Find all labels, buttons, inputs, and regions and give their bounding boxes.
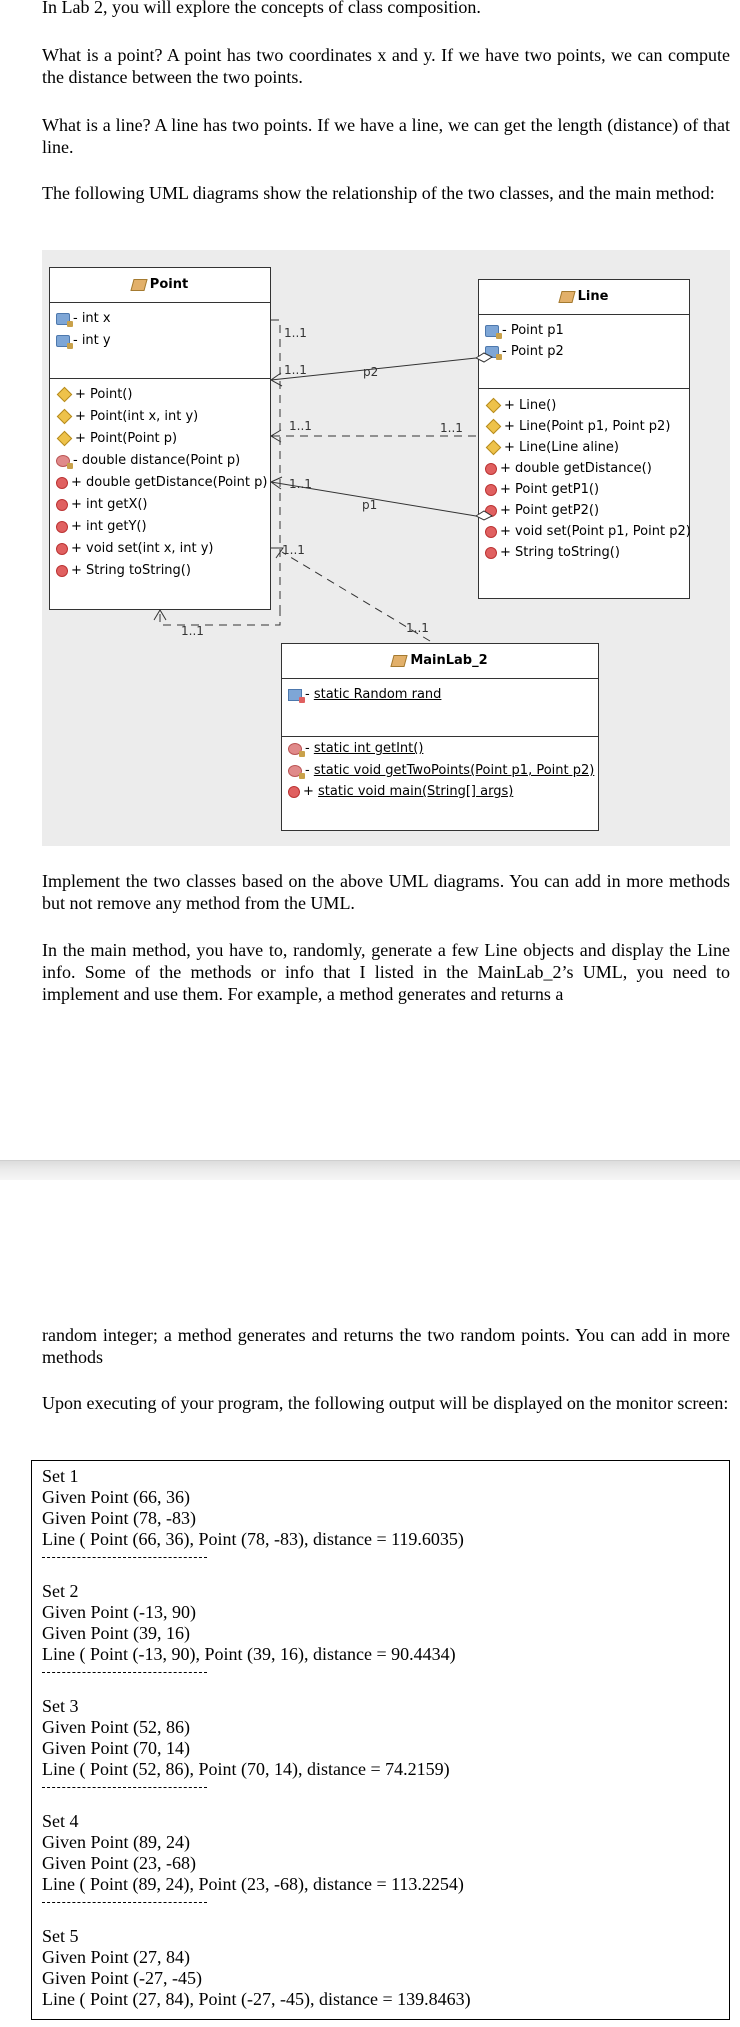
multiplicity-label: 1..1 <box>181 624 204 638</box>
uml-method: + String toString() <box>56 560 191 582</box>
body-paragraph-1: Implement the two classes based on the above UML diagrams. You can add in more methods but not remove any method from the UML. <box>42 871 730 913</box>
composition-diamond-p1 <box>476 511 492 520</box>
output-set: Set 4 Given Point (89, 24) Given Point (23, -68) Line ( Point (89, 24), Point (23, -68), distance = 113.2254) <box>42 1811 464 1894</box>
intro-paragraph-2: What is a point? A point has two coordinates x and y. If we have two points, we can compute the distance between the two points. <box>42 45 730 87</box>
point-self-dependency <box>271 320 280 608</box>
body-paragraph-4: Upon executing of your program, the following output will be displayed on the monitor screen: <box>42 1393 729 1413</box>
uml-field: - Point p2 <box>485 341 564 363</box>
output-set: Set 5 Given Point (27, 84) Given Point (-27, -45) Line ( Point (27, 84), Point (-27, -45), distance = 139.8463) <box>42 1926 471 2009</box>
multiplicity-label: 1..1 <box>440 421 463 435</box>
uml-method: + int getY() <box>56 516 147 538</box>
multiplicity-label: 1..1 <box>289 419 312 433</box>
uml-method: + String toString() <box>485 542 620 564</box>
document-page-2 <box>0 1180 740 2027</box>
uml-method: - static void getTwoPoints(Point p1, Point p2) <box>288 760 594 782</box>
uml-method: + Line(Point p1, Point p2) <box>485 416 670 438</box>
uml-method: + static void main(String[] args) <box>288 781 513 803</box>
output-separator <box>42 1902 207 1903</box>
uml-method: - double distance(Point p) <box>56 450 240 472</box>
output-separator <box>42 1672 207 1673</box>
output-separator <box>42 1787 207 1788</box>
uml-method: + Point(int x, int y) <box>56 406 198 428</box>
uml-method: + void set(Point p1, Point p2) <box>485 521 691 543</box>
intro-paragraph-4: The following UML diagrams show the relationship of the two classes, and the main method: <box>42 183 715 203</box>
uml-method: + void set(int x, int y) <box>56 538 214 560</box>
uml-field: - int x <box>56 308 111 330</box>
uml-method: + Line() <box>485 395 556 417</box>
uml-field: - Point p1 <box>485 320 564 342</box>
multiplicity-label: 1..1 <box>284 326 307 340</box>
multiplicity-label: 1..1 <box>406 621 429 635</box>
uml-method: + double getDistance() <box>485 458 652 480</box>
page-break <box>0 1160 740 1181</box>
body-paragraph-2: In the main method, you have to, randomly, generate a few Line objects and display the Line info. Some of the methods or info that I listed in the MainLab_2’s UML, you need to implement and use them. For example, a method generates and returns a <box>42 940 730 1004</box>
role-label-p1: p1 <box>362 498 378 512</box>
uml-method: + int getX() <box>56 494 148 516</box>
uml-method: + double getDistance(Point p) <box>56 472 267 494</box>
uml-method: + Point() <box>56 384 132 406</box>
output-set: Set 1 Given Point (66, 36) Given Point (78, -83) Line ( Point (66, 36), Point (78, -83), distance = 119.6035) <box>42 1466 464 1549</box>
mainlab-class-name: MainLab_2 <box>410 653 488 668</box>
composition-diamond-p2 <box>476 353 492 362</box>
uml-field: - static Random rand <box>288 684 441 706</box>
role-label-p2: p2 <box>363 365 379 379</box>
output-separator <box>42 1557 207 1558</box>
output-set: Set 3 Given Point (52, 86) Given Point (70, 14) Line ( Point (52, 86), Point (70, 14), distance = 74.2159) <box>42 1696 450 1779</box>
multiplicity-label: 1..1 <box>284 363 307 377</box>
intro-paragraph-1: In Lab 2, you will explore the concepts of class composition. <box>42 0 481 17</box>
output-set: Set 2 Given Point (-13, 90) Given Point (39, 16) Line ( Point (-13, 90), Point (39, 16), distance = 90.4434) <box>42 1581 456 1664</box>
uml-field: - int y <box>56 330 111 352</box>
multiplicity-label: 1..1 <box>282 543 305 557</box>
program-output-box <box>31 1460 730 2020</box>
point-class-name: Point <box>149 277 189 292</box>
multiplicity-label: 1..1 <box>289 477 312 491</box>
point-self-dependency-bottom <box>160 608 280 625</box>
uml-method: + Line(Line aline) <box>485 437 619 459</box>
body-paragraph-3: random integer; a method generates and returns the two random points. You can add in more methods <box>42 1325 730 1367</box>
uml-method: + Point(Point p) <box>56 428 177 450</box>
intro-paragraph-3: What is a line? A line has two points. If we have a line, we can get the length (distance) of that line. <box>42 115 730 157</box>
uml-method: + Point getP1() <box>485 479 599 501</box>
line-class-name: Line <box>577 289 609 304</box>
uml-method: - static int getInt() <box>288 738 423 760</box>
uml-method: + Point getP2() <box>485 500 599 522</box>
